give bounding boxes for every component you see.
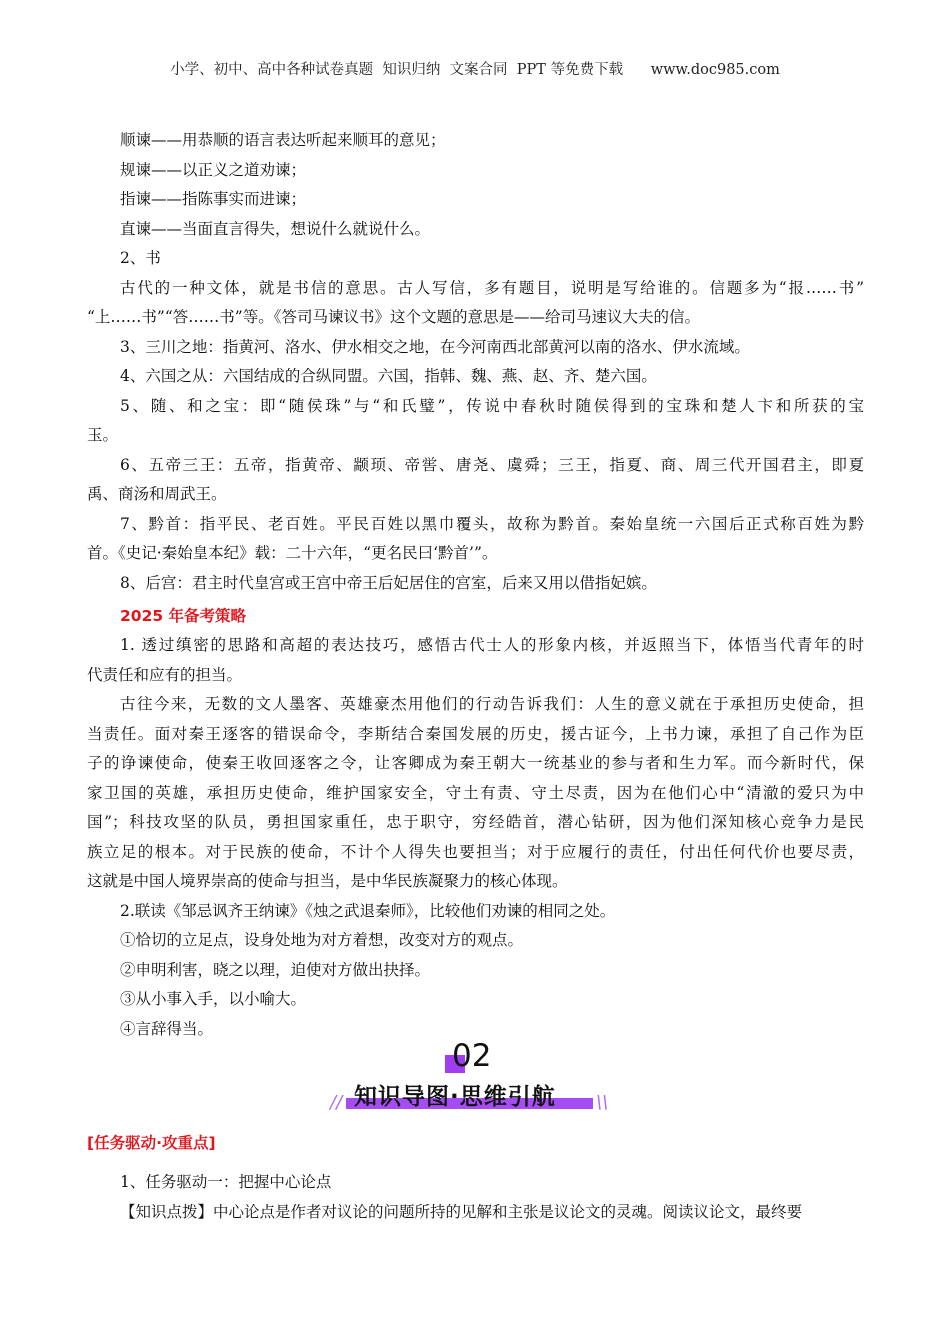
paragraph (87, 274, 864, 333)
text-line: 家卫国的英雄，承担历史使命，维护国家安全，守土有责、守土尽责，因为在他们心中“清澈的爱只为中 (87, 783, 864, 802)
task-heading: [任务驱动·攻重点] (87, 1134, 216, 1152)
section-title-banner (330, 1078, 620, 1114)
strategy-section (87, 631, 864, 1044)
paragraph (87, 244, 864, 274)
text-line: 1. 透过缜密的思路和高超的表达技巧，感悟古代士人的形象内核，并返照当下，体悟当代青年的时 (120, 636, 864, 654)
paragraph (87, 185, 864, 215)
text-line: 直谏——当面直言得失，想说什么就说什么。 (120, 219, 431, 238)
paragraph (87, 985, 864, 1015)
paragraph (87, 451, 864, 510)
section-number-badge (445, 1040, 525, 1074)
paragraph (87, 156, 864, 186)
paragraph (87, 569, 864, 599)
text-line: 当责任。面对秦王逐客的错误命令，李斯结合秦国发展的历史，援古证今，上书力谏，承担了自己作为臣 (87, 724, 864, 743)
text-line: 【知识点拨】中心论点是作者对议论的问题所持的见解和主张是议论文的灵魂。阅读议论文，最终要 (120, 1202, 803, 1221)
paragraph (87, 631, 864, 690)
task-section (87, 1168, 864, 1227)
text-line: 首。《史记·秦始皇本纪》载：二十六年，“更名民曰‘黔首’”。 (87, 544, 498, 562)
paragraph (87, 1168, 864, 1198)
text-line: ③从小事入手，以小喻大。 (120, 990, 307, 1008)
text-line: 5、随、和之宝：即“随侯珠”与“和氏璧”，传说中春秋时随侯得到的宝珠和楚人卞和所获的宝 (120, 396, 864, 415)
text-line: 子的诤谏使命，使秦王收回逐客之令，让客卿成为秦王朝大一统基业的参与者和生力军。而今新时代，保 (87, 754, 864, 772)
text-line: ①恰切的立足点，设身处地为对方着想，改变对方的观点。 (120, 931, 524, 949)
slash-decoration-right: \\ (596, 1092, 609, 1113)
slash-decoration-left: // (330, 1092, 343, 1113)
text-line: 古代的一种文体，就是书信的意思。古人写信，多有题目，说明是写给谁的。信题多为“报……书” (120, 278, 864, 297)
paragraph (87, 392, 864, 451)
text-line: ②申明利害，晓之以理，迫使对方做出抉择。 (120, 960, 431, 979)
text-line: 顺谏——用恭顺的语言表达听起来顺耳的意见； (120, 131, 446, 149)
paragraph (87, 215, 864, 245)
text-line: ④言辞得当。 (120, 1019, 214, 1038)
text-line: 8、后宫：君主时代皇宫或王宫中帝王后妃居住的宫室，后来又用以借指妃嫔。 (120, 573, 657, 592)
text-line: 7、黔首：指平民、老百姓。平民百姓以黑巾覆头，故称为黔首。秦始皇统一六国后正式称百姓为黔 (120, 514, 864, 533)
text-line: 国”；科技攻坚的队员，勇担国家重任，忠于职守，穷经皓首，潜心钻研，因为他们深知核心竞争力是民 (87, 813, 864, 831)
paragraph (87, 333, 864, 363)
paragraph (87, 956, 864, 986)
text-line: 族立足的根本。对于民族的使命，不计个人得失也要担当；对于应履行的责任，付出任何代价也要尽责， (87, 842, 864, 861)
paragraph (87, 1198, 864, 1228)
text-line: 6、五帝三王：五帝，指黄帝、颛顼、帝喾、唐尧、虞舜；三王，指夏、商、周三代开国君主，即夏 (120, 455, 864, 474)
paragraph (87, 897, 864, 927)
paragraph (87, 126, 864, 156)
text-line: 4、六国之从：六国结成的合纵同盟。六国，指韩、魏、燕、赵、齐、楚六国。 (120, 367, 657, 385)
text-line: 玉。 (87, 426, 119, 444)
paragraph (87, 926, 864, 956)
text-line: 规谏——以正义之道劝谏； (120, 160, 307, 179)
paragraph (87, 510, 864, 569)
section-title: 知识导图·思维引航 (354, 1084, 556, 1110)
text-line: 古往今来，无数的文人墨客、英雄豪杰用他们的行动告诉我们：人生的意义就在于承担历史使命，担 (120, 695, 864, 713)
glossary-section (87, 126, 864, 598)
text-line: 3、三川之地：指黄河、洛水、伊水相交之地，在今河南西北部黄河以南的洛水、伊水流域。 (120, 337, 750, 356)
text-line: 2、书 (120, 249, 161, 267)
text-line: 禹、商汤和周武王。 (87, 485, 227, 503)
text-line: 1、任务驱动一：把握中心论点 (120, 1173, 332, 1191)
text-line: 代责任和应有的担当。 (87, 665, 243, 684)
text-line: 这就是中国人境界崇高的使命与担当，是中华民族凝聚力的核心体现。 (87, 872, 568, 890)
text-line: “上……书”“答……书”等。《答司马谏议书》这个文题的意思是——给司马速议大夫的信。 (87, 308, 700, 326)
text-line: 2.联读《邹忌讽齐王纳谏》《烛之武退秦师》，比较他们劝谏的相同之处。 (120, 901, 616, 920)
paragraph (87, 362, 864, 392)
text-line: 指谏——指陈事实而进谏； (120, 190, 307, 208)
strategy-heading: 2025 年备考策略 (120, 607, 247, 625)
section-number: 02 (452, 1038, 492, 1074)
page-header: 小学、初中、高中各种试卷真题 知识归纳 文案合同 PPT 等免费下载 www.doc985.com (170, 62, 780, 78)
paragraph (87, 690, 864, 897)
